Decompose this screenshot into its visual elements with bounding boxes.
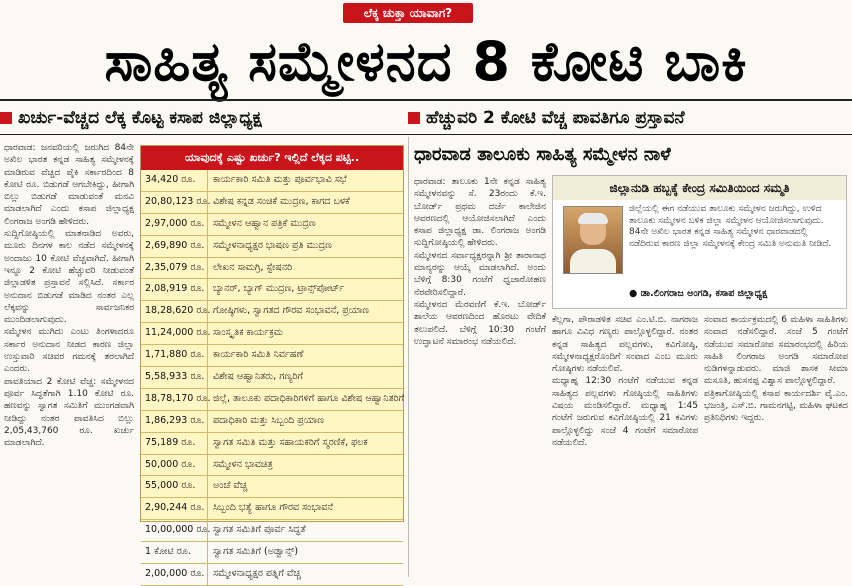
table-row (141, 170, 403, 192)
table-row (141, 564, 403, 586)
expense-amount: 2,69,890 ರೂ. (141, 236, 208, 257)
expense-amount: 50,000 ರೂ. (141, 455, 208, 476)
expense-amount: 5,58,933 ರೂ. (141, 367, 208, 388)
expense-item: ಸಮ್ಮೇಳನಾಧ್ಯಕ್ಷರ ಪತ್ನಿಗೆ ವೆಚ್ಚ (213, 568, 301, 580)
expense-item: ಸಮ್ಮೇಳನ ಆಹ್ವಾನ ಪತ್ರಿಕೆ ಮುದ್ರಣ (213, 217, 316, 229)
table-body (141, 170, 403, 586)
info-box (552, 175, 847, 309)
table-row (141, 345, 403, 367)
article-paragraph: ಸಮ್ಮೇಳನದ ಸರ್ವಾಧ್ಯಕ್ಷರನ್ನಾಗಿ ಶ್ರೀ ತಾರಾನಾಥ ಮಾನ್ಯರನ್ನು ಆಯ್ಕೆ ಮಾಡಲಾಗಿದೆ. ಅಂದು ಬೆಳಿಗ್ಗೆ 8:30 ಗಂಟೆಗೆ ಧ್ವಜಾರೋಹಣ ನೆರವೇರಿಸಲಿದ್ದಾರೆ. (414, 250, 546, 298)
table-row (141, 498, 403, 520)
expense-item: ವಿಶೇಷ ಆಹ್ವಾನಿತರು, ಗಣ್ಯರಿಗೆ (213, 371, 303, 383)
article-paragraph: ಪಾವತಿಯಾದ 2 ಕೋಟಿ ವೆಚ್ಚ: ಸಮ್ಮೇಳನದ ಪೂರ್ವ ಸಿದ್ಧತೆಗಾಗಿ 1.10 ಕೋಟಿ ರೂ. ಹಣವನ್ನು ಸ್ವಾಗತ ಸಮಿತಿಗೆ ಮುಂಗಡವಾಗಿ ನೀಡಿದ್ದು ನಂತರ ಪಾವತಿಸಿದ ಬಿಲ್ಲು 2,05,43,760 ರೂ. ಖರ್ಚು ಮಾಡಲಾಗಿದೆ. (4, 376, 134, 449)
expense-amount: 55,000 ರೂ. (141, 476, 208, 497)
left-column (4, 142, 134, 572)
expense-amount: 2,90,244 ರೂ. (141, 498, 208, 519)
article-paragraph: ಕೆಲ್ಲಗಾ, ಪೌರಾಡಳಿತ ಸಚಿವ ಎಂ.ಟಿ.ಬಿ. ನಾಗರಾಜ ಹಾಗೂ ವಿವಿಧ ಗಣ್ಯರು ಪಾಲ್ಗೊಳ್ಳಲಿದ್ದಾರೆ. ನಂತರ ಕನ್ನಡ ಸಾಹಿತ್ಯದ ಪಲ್ಲವಗಳು, ಕವಿಗೋಷ್ಠಿ, ಸಮ್ಮೇಳನಾಧ್ಯಕ್ಷರೊಂದಿಗೆ ಸಂವಾದ ಎಂಬ ಮೂರು ಗೋಷ್ಠಿಗಳು ನಡೆಯಲಿವೆ. (552, 315, 698, 375)
table-row (141, 455, 403, 477)
expense-amount: 1,71,880 ರೂ. (141, 345, 208, 366)
table-row (141, 542, 403, 564)
table-row (141, 367, 403, 389)
photo-caption: ● ಡಾ.ಲಿಂಗರಾಜ ಅಂಗಡಿ, ಕಸಾಪ ಜಿಲ್ಲಾಧ್ಯಕ್ಷ (629, 288, 768, 299)
expense-item: ಅಂಚೆ ವೆಚ್ಚ (213, 480, 248, 492)
expense-table (140, 145, 405, 580)
subhead-right-text: ಹೆಚ್ಚುವರಿ 2 ಕೋಟಿ ವೆಚ್ಚ ಪಾವತಿಗೂ ಪ್ರಸ್ತಾವನೆ (426, 108, 685, 128)
expense-item: ಜಿಲ್ಲೆ, ತಾಲೂಕು ಪದಾಧಿಕಾರಿಗಳಿಗೆ ಹಾಗೂ ವಿಶೇಷ ಆಹ್ವಾನಿತರಿಗೆ (213, 392, 405, 404)
bullet-square-icon (0, 112, 12, 124)
article-paragraph: ಧಾರವಾಡ: ತಾಲೂಕು 1ನೇ ಕನ್ನಡ ಸಾಹಿತ್ಯ ಸಮ್ಮೇಳನವನ್ನು ಸೆ. 23ರಂದು ಕೆ.ಇ. ಬೋರ್ಡ್ ಪ್ರಥಮ ದರ್ಜೆ ಕಾಲೇಜಿನ ಆವರಣದಲ್ಲಿ ಆಯೋಜಿಸಲಾಗಿದೆ ಎಂದು ಕಸಾಪ ಜಿಲ್ಲಾಧ್ಯಕ್ಷ ಡಾ. ಲಿಂಗರಾಜ ಅಂಗಡಿ ಸುದ್ದಿಗೋಷ್ಠಿಯಲ್ಲಿ ಹೇಳಿದರು. (414, 177, 546, 249)
expense-item: ಸಮ್ಮೇಳನ ಭಾವಚಿತ್ರ (213, 458, 273, 470)
article-paragraph: ಮಧ್ಯಾಹ್ನ 12:30 ಗಂಟೆಗೆ ನಡೆಯುವ ಕನ್ನಡ ಸಾಹಿತ್ಯದ ಪಲ್ಲವಗಳು ಗೋಷ್ಠಿಯಲ್ಲಿ ಸಾಹಿತಿಗಳು ವಿಷಯ ಮಂಡಿಸಲಿದ್ದಾರೆ. ಮಧ್ಯಾಹ್ನ 1:45 ಗಂಟೆಗೆ ಜರುಗುವ ಕವಿಗೋಷ್ಠಿಯಲ್ಲಿ 21 ಕವಿಗಳು ಪಾಲ್ಗೊಳ್ಳಲಿದ್ದು ಸಂಜೆ 4 ಗಂಟೆಗೆ ಸಮಾರೋಪ ನಡೆಯಲಿದೆ. (552, 376, 698, 448)
table-row (141, 389, 403, 411)
expense-amount: 1,86,293 ರೂ. (141, 411, 208, 432)
subhead-left (0, 104, 408, 132)
expense-item: ಸಿಬ್ಬಂದಿ ಭತ್ಯೆ ಹಾಗೂ ಗೌರವ ಸಂಭಾವನೆ (213, 502, 333, 514)
article-paragraph: ಸಮ್ಮೇಳನದ ಮೆರವಣಿಗೆ ಕೆ.ಇ. ಬೋರ್ಡ್ ಶಾಲೆಯ ಆವರಣದಿಂದ ಹೊರಟು ವೇದಿಕೆ ತಲುಪಲಿದೆ. ಬೆಳಿಗ್ಗೆ 10:30 ಗಂಟೆಗೆ ಉದ್ಘಾಟನೆ ಸಮಾರಂಭ ನಡೆಯಲಿದೆ. (414, 299, 546, 347)
info-box-title: ಜಿಲ್ಲಾನುಡಿ ಹಬ್ಬಕ್ಕೆ ಕೇಂದ್ರ ಸಮಿತಿಯಿಂದ ಸಮ್ಮತಿ (553, 176, 846, 200)
expense-amount: 20,80,123 ರೂ. (141, 192, 208, 213)
table-row (141, 236, 403, 258)
kicker-tag: ಲೆಕ್ಕ ಚುಕ್ತಾ ಯಾವಾಗ? (343, 3, 473, 23)
right-column (414, 176, 546, 572)
portrait-photo (563, 206, 623, 274)
expense-item: ಕಾರ್ಯಕಾರಿ ಸಮಿತಿ ನಿರ್ವಹಣೆ (213, 349, 304, 361)
expense-item: ಸ್ವಾಗತ ಸಮಿತಿಗೆ ಪೂರ್ವ ಸಿದ್ಧತೆ (213, 524, 306, 536)
table-row (141, 476, 403, 498)
far-right-column (704, 314, 848, 572)
expense-item: ಕಾರ್ಯಕಾರಿ ಸಮಿತಿ ಮತ್ತು ಪೂರ್ವಭಾವಿ ಸಭೆ (213, 174, 347, 185)
expense-amount: 2,97,000 ರೂ. (141, 214, 208, 235)
table-row (141, 411, 403, 433)
expense-amount: 18,28,620 ರೂ. (141, 301, 208, 322)
table-row (141, 279, 403, 301)
column-divider (408, 137, 409, 577)
subhead-right (408, 104, 852, 132)
expense-item: ಪದಾಧಿಕಾರಿ ಮತ್ತು ಸಿಬ್ಬಂದಿ ಪ್ರಯಾಣ (213, 414, 324, 426)
middle-column (552, 314, 698, 572)
article-paragraph: ಸಂವಾದ ಕಾರ್ಯಕ್ರಮದಲ್ಲಿ 6 ಮಹಿಳಾ ಸಾಹಿತಿಗಳು ಸಂವಾದ ನಡೆಸಲಿದ್ದಾರೆ. ಸಂಜೆ 5 ಗಂಟೆಗೆ ನಡೆಯುವ ಸಮಾರೋಪ ಸಮಾರಂಭದಲ್ಲಿ ಹಿರಿಯ ಸಾಹಿತಿ ಲಿಂಗರಾಜ ಅಂಗಡಿ ಸಮಾರೋಪ ನುಡಿಗಳನ್ನಾಡುವರು. ಮಾಜಿ ಶಾಸಕ ಸೀಮಾ ಮಸೂತಿ, ಹುಸನಪ್ಪ ವಿಶ್ವಾಸ ಪಾಲ್ಗೊಳ್ಳಲಿದ್ದಾರೆ. (704, 315, 848, 387)
table-row (141, 301, 403, 323)
article-paragraph: ಸಮ್ಮೇಳನ ಮುಗಿದು ಎಂಟು ತಿಂಗಳಾದರೂ ಸರ್ಕಾರ ಅನುದಾನ ನೀಡದ ಕಾರಣ ಜಿಲ್ಲಾ ಉಸ್ತುವಾರಿ ಸಚಿವರ ಗಮನಕ್ಕೆ ತರಲಾಗಿದೆ ಎಂದರು. (4, 327, 134, 375)
table-row (141, 192, 403, 214)
expense-amount: 1 ಕೋಟಿ ರೂ. (141, 542, 208, 563)
expense-item: ಸಾಂಸ್ಕೃತಿಕ ಕಾರ್ಯಕ್ರಮ (213, 327, 283, 339)
section-heading: ಧಾರವಾಡ ತಾಲೂಕು ಸಾಹಿತ್ಯ ಸಮ್ಮೇಳನ ನಾಳೆ (414, 144, 671, 165)
article-paragraph: ಪತ್ರಿಕಾಗೋಷ್ಠಿಯಲ್ಲಿ ಕಸಾಪ ಕಾರ್ಯದರ್ಶಿ ವೈ.ಎಂ. ಭಜಂತ್ರಿ, ಎಸ್.ಬಿ. ಗಾಮನಗಟ್ಟಿ, ಮಹಿಳಾ ಘಟಕದ ಪ್ರತಿನಿಧಿಗಳು ಇದ್ದರು. (704, 388, 848, 424)
headline-divider (0, 99, 852, 101)
table-row (141, 323, 403, 345)
expense-amount: 2,00,000 ರೂ. (141, 564, 208, 585)
headline: ಸಾಹಿತ್ಯ ಸಮ್ಮೇಳನದ 8 ಕೋಟಿ ಬಾಕಿ (104, 30, 748, 93)
expense-amount: 34,420 ರೂ. (141, 170, 208, 191)
expense-amount: 2,08,919 ರೂ. (141, 279, 208, 300)
expense-amount: 10,00,000 ರೂ. (141, 520, 208, 541)
table-title: ಯಾವುದಕ್ಕೆ ಎಷ್ಟು ಖರ್ಚು? ಇಲ್ಲಿದೆ ಲೆಕ್ಕದ ಪಟ್ಟಿ.. (141, 146, 403, 170)
table-row (141, 214, 403, 236)
expense-item: ಲೇಖನ ಸಾಮಗ್ರಿ, ಸ್ಟೇಷನರಿ (213, 261, 293, 273)
subhead-divider (0, 134, 852, 135)
expense-item: ಬ್ಯಾನರ್, ಬ್ಯಾಗ್ ಮುದ್ರಣ, ಟ್ರಾನ್ಸ್‌ಪೋರ್ಟ್ (213, 283, 345, 295)
subhead-left-text: ಖರ್ಚು-ವೆಚ್ಚದ ಲೆಕ್ಕ ಕೊಟ್ಟ ಕಸಾಪ ಜಿಲ್ಲಾಧ್ಯಕ್ಷ (18, 108, 262, 128)
expense-amount: 11,24,000 ರೂ. (141, 323, 208, 344)
expense-item: ಗೋಷ್ಠಿಗಳು, ಸ್ವಾಗತದ ಗೌರವ ಸಂಭಾವನೆ, ಪ್ರಯಾಣ (213, 305, 370, 317)
expense-item: ಸಮ್ಮೇಳನಾಧ್ಯಕ್ಷರ ಭಾಷಣ ಪ್ರತಿ ಮುದ್ರಣ (213, 239, 332, 251)
expense-item: ಸ್ವಾಗತ ಸಮಿತಿ ಮತ್ತು ಸಹಾಯಕರಿಗೆ ಸ್ಮರಣಿಕೆ, ಫಲಕ (213, 436, 368, 448)
expense-amount: 75,189 ರೂ. (141, 433, 208, 454)
info-box-text: ಜಿಲ್ಲೆಯಲ್ಲಿ ಈಗ ನಡೆಯುವ ತಾಲೂಕು ಸಮ್ಮೇಳನ ಜರುಗಿದ್ದು, ಉಳಿದ ತಾಲೂಕು ಸಮ್ಮೇಳನ ಬಳಿಕ ಜಿಲ್ಲಾ ಸಮ್ಮೇಳನ ಆಯೋಜಿಸಲಾಗುವುದು. 84ನೇ ಅಖಿಲ ಭಾರತ ಕನ್ನಡ ಸಾಹಿತ್ಯ ಸಮ್ಮೇಳನ ಧಾರವಾಡದಲ್ಲಿ ನಡೆದಿರುವ ಕಾರಣ ಜಿಲ್ಲಾ ಸಮ್ಮೇಳನಕ್ಕೆ ಕೇಂದ್ರ ಸಮಿತಿ ಅನುಮತಿ ನೀಡಿದೆ. (629, 204, 832, 249)
expense-amount: 18,78,170 ರೂ. (141, 389, 208, 410)
table-row (141, 258, 403, 280)
expense-item: ಸ್ವಾಗತ ಸಮಿತಿಗೆ (ಅಡ್ವಾನ್ಸ್) (213, 546, 299, 558)
expense-amount: 2,35,079 ರೂ. (141, 258, 208, 279)
article-paragraph: ಧಾರವಾಡ: ಜನವರಿಯಲ್ಲಿ ಜರುಗಿದ 84ನೇ ಅಖಿಲ ಭಾರತ ಕನ್ನಡ ಸಾಹಿತ್ಯ ಸಮ್ಮೇಳನಕ್ಕೆ ಮಾಡಿರುವ ವೆಚ್ಚದ ಪೈಕಿ ಸರ್ಕಾರದಿಂದ 8 ಕೋಟಿ ರೂ. ಬಿಡುಗಡೆ ಆಗಬೇಕಿದ್ದು, ಹೀಗಾಗಿ ಬಿಲ್ಲು ಬಿಡುಗಡೆ ಮಾಡುವಂತೆ ಮನವಿ ಮಾಡಲಾಗಿದೆ ಎಂದು ಕಸಾಪ ಜಿಲ್ಲಾಧ್ಯಕ್ಷ ಲಿಂಗರಾಜ ಅಂಗಡಿ ಹೇಳಿದರು. (4, 143, 134, 227)
table-row (141, 520, 403, 542)
table-row (141, 433, 403, 455)
expense-item: ವಿಶೇಷ ಕನ್ನಡ ಸಂಚಿಕೆ ಮುದ್ರಣ, ಕಾಗದ ಬಳಕೆ (213, 195, 350, 207)
article-paragraph: ಸುದ್ದಿಗೋಷ್ಠಿಯಲ್ಲಿ ಮಾತನಾಡಿದ ಅವರು, ಮೂರು ದಿನಗಳ ಕಾಲ ನಡೆದ ಸಮ್ಮೇಳನಕ್ಕೆ ಅಂದಾಜು 10 ಕೋಟಿ ವೆಚ್ಚವಾಗಿದೆ. ಹೀಗಾಗಿ ಇನ್ನೂ 2 ಕೋಟಿ ಹೆಚ್ಚುವರಿ ನೀಡುವಂತೆ ಜಿಲ್ಲಾಡಳಿತ ಪ್ರಸ್ತಾವನೆ ಸಲ್ಲಿಸಿದೆ. ಸರ್ಕಾರ ಅನುದಾನ ಬಿಡುಗಡೆ ಮಾಡಿದ ನಂತರ ಎಲ್ಲ ಲೆಕ್ಕವನ್ನು ಸಾರ್ವಜನಿಕರ ಮುಂದಿಡಲಾಗುವುದು. (4, 229, 134, 326)
bullet-square-icon (408, 112, 420, 124)
